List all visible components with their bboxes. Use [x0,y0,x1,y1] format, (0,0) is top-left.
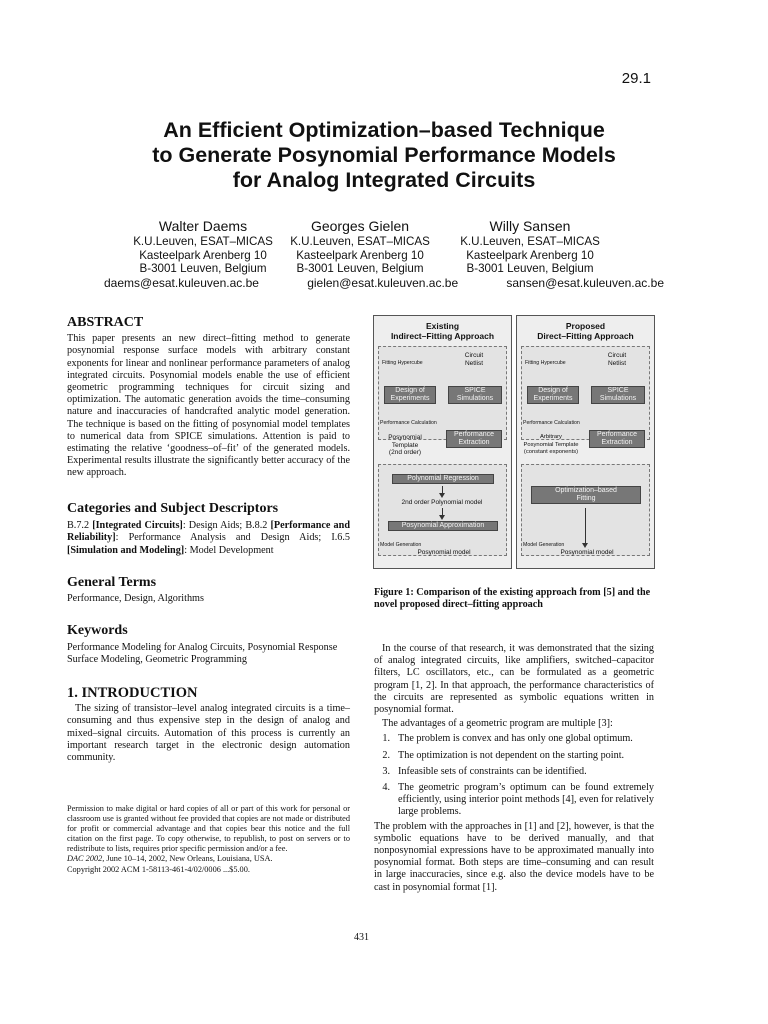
panel-title: Existing Indirect–Fitting Approach [390,321,495,341]
author-email[interactable]: sansen@esat.kuleuven.ac.be [506,276,664,290]
circuit-netlist-label: Circuit Netlist [607,352,627,367]
footer-page-number: 431 [354,932,369,943]
performance-calculation-label: Performance Calculation [523,420,580,426]
paragraph: The advantages of a geometric program are multiple [3]: [382,718,613,730]
conference-info: DAC 2002, June 10–14, 2002, New Orleans, Louisiana, USA. [67,854,273,864]
author-name: Walter Daems [158,218,248,234]
list-item: 2. The optimization is not dependent on the starting point. [382,749,625,761]
author-affiliation: K.U.Leuven, ESAT–MICAS [133,235,273,248]
categories-text: B.7.2 [Integrated Circuits]: Design Aids; B.8.2 [Performance and Reliability]: Performance Analysis and Design Aids; I.6.5 [Simulation and Modeling]: Model Development [67,520,350,556]
keywords-heading: Keywords [67,623,128,638]
keywords-section [67,625,350,667]
author-city: B-3001 Leuven, Belgium [466,262,594,275]
author-affiliation: K.U.Leuven, ESAT–MICAS [460,235,600,248]
copyright-line: Copyright 2002 ACM 1-58113-461-4/02/0006 ...$5.00. [67,864,250,874]
abstract-text: This paper presents an new direct–fitting method to generate posynomial response surface models with arbitrary constant exponents for linear and nonlinear performance parameters of analog integrated circuits. Posynomial models enable the use of efficient geometric programming techniques for circuit sizing and optimization. The automatic generation avoids the time–consuming nature and inaccuracies of handcrafted analytic model generation. The technique is based on the fitting of posynomial model templates to numerical data from SPICE simulations. Attention is paid to estimating the relative ‘goodness–of–fit’ of the generated models. Experimental results illustrate the significantly better accuracy of the new approach. [67,333,350,479]
list-item: 1. The problem is convex and has only one global optimum. [382,733,633,745]
title-line-2: to Generate Posynomial Performance Models [152,143,616,167]
permission-notice [67,804,350,875]
list-item: 3. Infeasible sets of constraints can be identified. [382,765,587,777]
abstract-section [67,317,350,480]
circuit-netlist-label: Circuit Netlist [464,352,484,367]
author-emails [104,276,664,290]
categories-heading: Categories and Subject Descriptors [67,501,279,516]
introduction-section [67,687,350,764]
panel-title: Proposed Direct–Fitting Approach [537,321,634,341]
spice-simulations-box: SPICE Simulations [591,386,645,404]
proposed-approach-panel [516,315,655,569]
figure-1 [373,315,655,575]
categories-section [67,503,350,557]
permission-text: Permission to make digital or hard copies of all or part of this work for personal or classroom use is granted without fee provided that copies are not made or distributed for profit or commercial advantage and that copies bear this notice and the full citation on the first page. To copy otherwise, to republish, to post on servers or to redistribute to lists, requires prior specific permission and/or a fee. [67,804,350,854]
author-city: B-3001 Leuven, Belgium [139,262,267,275]
polynomial-regression-box: Polynomial Regression [392,474,494,484]
right-column-text [374,643,654,894]
general-terms-text: Performance, Design, Algorithms [67,593,204,605]
performance-calculation-label: Performance Calculation [380,420,437,426]
author-email[interactable]: daems@esat.kuleuven.ac.be [104,276,259,290]
author-block-3 [430,218,630,276]
posynomial-model-label: Posynomial model [417,549,471,556]
posynomial-approximation-box: Posynomial Approximation [388,521,498,531]
introduction-heading: 1. INTRODUCTION [67,685,198,701]
design-of-experiments-box: Design of Experiments [527,386,579,404]
keywords-text: Performance Modeling for Analog Circuits, Posynomial Response Surface Modeling, Geometric Programming [67,642,338,666]
model-generation-label: Model Generation [523,542,565,548]
paper-title [60,118,708,193]
spice-simulations-box: SPICE Simulations [448,386,502,404]
author-affiliation: K.U.Leuven, ESAT–MICAS [290,235,430,248]
design-of-experiments-box: Design of Experiments [384,386,436,404]
existing-approach-panel [373,315,512,569]
author-name: Willy Sansen [489,218,571,234]
introduction-text: The sizing of transistor–level analog integrated circuits is a time–consuming and thus expensive step in the design of analog and mixed–signal circuits. Automation of this process is currently an important research target in the electronic design automation community. [67,703,350,764]
author-city: B-3001 Leuven, Belgium [296,262,424,275]
abstract-heading: ABSTRACT [67,315,144,330]
page-number: 29.1 [621,70,651,87]
author-street: Kasteelpark Arenberg 10 [139,248,267,262]
performance-extraction-box: Performance Extraction [589,430,645,448]
fitting-hypercube-label: Fitting Hypercube [525,360,566,366]
fitting-hypercube-label: Fitting Hypercube [382,360,423,366]
general-terms-section [67,577,350,605]
performance-extraction-box: Performance Extraction [446,430,502,448]
advantages-list [374,733,654,818]
posynomial-template-label: Posynomial Template (2nd order) [388,434,422,456]
second-order-model-label: 2nd order Polynomial model [401,499,483,506]
author-email[interactable]: gielen@esat.kuleuven.ac.be [307,276,459,290]
author-name: Georges Gielen [310,218,410,234]
title-line-1: An Efficient Optimization–based Technique [163,118,605,142]
general-terms-heading: General Terms [67,575,157,590]
figure-caption: Figure 1: Comparison of the existing approach from [5] and the novel proposed direct–fitting approach [374,587,651,611]
author-street: Kasteelpark Arenberg 10 [466,248,594,262]
list-item: 4. The geometric program’s optimum can be found extremely efficiently, using interior point methods [4], even for relatively large problems. [382,782,654,818]
flow-arrow [442,486,443,496]
paragraph: The problem with the approaches in [1] and [2], however, is that the symbolic equations have to be derived manually, and that nonposynomial expressions have to be approximated manually into posynomial format. Both steps are time–consuming and can result in large inaccuracies, since e.g. also the device models have to be cast in posynomial format [1]. [374,820,654,893]
posynomial-template-label: Arbitrary Posynomial Template (constant exponents) [523,434,579,455]
flow-arrow [585,508,586,546]
title-line-3: for Analog Integrated Circuits [232,168,536,192]
flow-arrow [442,508,443,518]
author-street: Kasteelpark Arenberg 10 [296,248,424,262]
model-generation-label: Model Generation [380,542,422,548]
posynomial-model-label: Posynomial model [560,549,614,556]
optimization-based-fitting-box: Optimization–based Fitting [531,486,641,504]
paragraph: In the course of that research, it was demonstrated that the sizing of analog integrated circuits, like amplifiers, switched–capacitor filters, LC oscillators, etc., can be formulated as a geometric program [1, 2]. In that approach, the performance characteristics of the circuits are represented as symbolic equations written in posynomial format. [374,643,654,716]
